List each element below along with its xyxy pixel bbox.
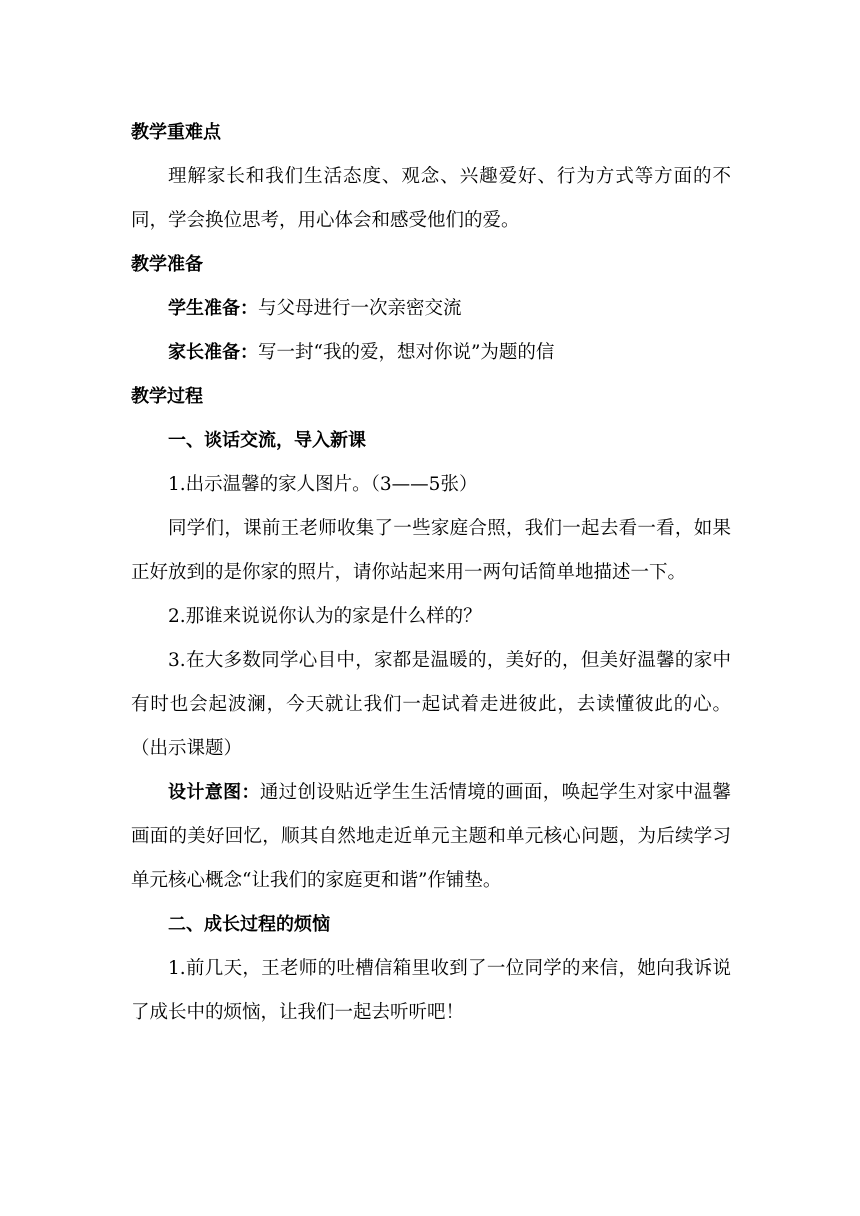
student-preparation-text: 与父母进行一次亲密交流 xyxy=(258,298,462,319)
design-intent-text: 通过创设贴近学生生活情境的画面，唤起学生对家中温馨画面的美好回忆，顺其自然地走近单元主题和单元核心问题，为后续学习单元核心概念“让我们的家庭更和谐”作铺垫。 xyxy=(131,782,731,891)
parent-preparation-text: 写一封“我的爱，想对你说”为题的信 xyxy=(258,342,555,363)
document-content xyxy=(131,111,731,1035)
difficulty-paragraph: 理解家长和我们生活态度、观念、兴趣爱好、行为方式等方面的不同，学会换位思考，用心体会和感受他们的爱。 xyxy=(131,166,731,231)
part1-item3: 3.在大多数同学心目中，家都是温暖的，美好的，但美好温馨的家中有时也会起波澜，今天就让我们一起试着走进彼此，去读懂彼此的心。（出示课题） xyxy=(131,650,731,759)
part2-item1: 1.前几天，王老师的吐槽信箱里收到了一位同学的来信，她向我诉说了成长中的烦恼，让我们一起去听听吧！ xyxy=(131,958,731,1023)
parent-preparation xyxy=(131,331,731,375)
part1-item1: 1.出示温馨的家人图片。（3——5张） xyxy=(168,474,478,495)
design-intent xyxy=(131,771,731,903)
student-preparation xyxy=(131,287,731,331)
section-heading-difficulty: 教学重难点 xyxy=(131,122,221,143)
section-heading-process: 教学过程 xyxy=(131,386,203,407)
part1-item2: 2.那谁来说说你认为的家是什么样的？ xyxy=(168,606,482,627)
parent-preparation-label: 家长准备： xyxy=(168,342,258,363)
part1-title: 一、谈话交流，导入新课 xyxy=(168,430,366,451)
part1-paragraph: 同学们，课前王老师收集了一些家庭合照，我们一起去看一看，如果正好放到的是你家的照片，请你站起来用一两句话简单地描述一下。 xyxy=(131,518,731,583)
section-heading-preparation: 教学准备 xyxy=(131,254,203,275)
part2-title: 二、成长过程的烦恼 xyxy=(168,914,330,935)
design-intent-label: 设计意图： xyxy=(168,782,260,803)
student-preparation-label: 学生准备： xyxy=(168,298,258,319)
